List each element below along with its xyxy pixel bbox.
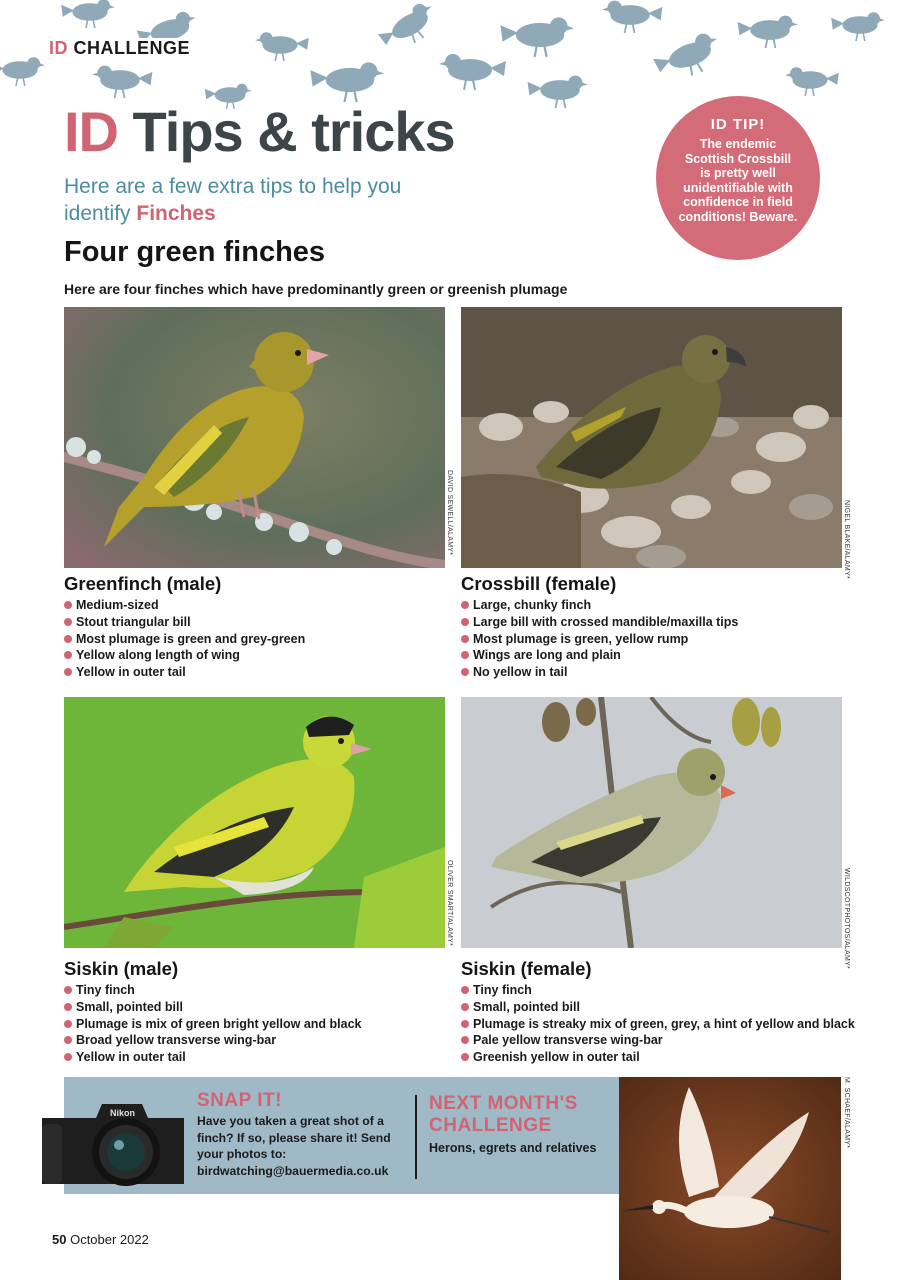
bird-name: Siskin (female) xyxy=(461,958,592,979)
intro-text xyxy=(64,173,444,227)
issue-date: October 2022 xyxy=(66,1232,149,1247)
id-tip-title: ID TIP! xyxy=(710,116,766,133)
section-heading: Four green finches xyxy=(64,236,326,268)
trait-item: Broad yellow transverse wing-bar xyxy=(64,1032,464,1049)
bird-entry-crossbill xyxy=(461,573,861,681)
photo-credit-greenfinch: DAVID SEWELL/ALAMY* xyxy=(446,470,453,556)
trait-item: Large, chunky finch xyxy=(461,597,861,614)
bird-name: Crossbill (female) xyxy=(461,573,617,594)
egret-photo xyxy=(619,1077,841,1280)
trait-item: Large bill with crossed mandible/maxilla tips xyxy=(461,614,861,631)
bird-name: Siskin (male) xyxy=(64,958,179,979)
trait-item: Pale yellow transverse wing-bar xyxy=(461,1032,861,1049)
intro-text-body: Here are a few extra tips to help you identify xyxy=(64,175,402,225)
trait-list xyxy=(64,982,464,1066)
section-label xyxy=(46,38,193,59)
siskin-female-photo xyxy=(461,697,842,958)
section-label-accent: ID xyxy=(49,38,68,58)
photo-credit-siskin-female: WILDSCOTPHOTOS/ALAMY* xyxy=(843,868,850,970)
bird-entry-siskin-male xyxy=(64,958,464,1066)
next-challenge-title: NEXT MONTH'S CHALLENGE xyxy=(429,1093,578,1136)
trait-item: Most plumage is green, yellow rump xyxy=(461,631,861,648)
section-label-text: CHALLENGE xyxy=(68,38,190,58)
id-tip-body: The endemic Scottish Crossbill is pretty well unidentifiable with confidence in field conditions! Beware. xyxy=(678,137,798,224)
trait-list xyxy=(461,597,861,681)
page-title xyxy=(64,100,455,164)
snap-it-title: SNAP IT! xyxy=(197,1090,282,1111)
trait-list xyxy=(64,597,464,681)
trait-item: Small, pointed bill xyxy=(461,999,861,1016)
greenfinch-photo xyxy=(64,307,445,568)
section-description: Here are four finches which have predominantly green or greenish plumage xyxy=(64,281,568,297)
trait-item: Greenish yellow in outer tail xyxy=(461,1049,861,1066)
crossbill-photo xyxy=(461,307,842,568)
page-title-accent: ID xyxy=(64,100,118,163)
trait-item: Most plumage is green and grey-green xyxy=(64,631,464,648)
bird-name: Greenfinch (male) xyxy=(64,573,222,594)
trait-item: Small, pointed bill xyxy=(64,999,464,1016)
trait-list xyxy=(461,982,861,1066)
id-tip-circle xyxy=(656,96,820,260)
trait-item: Tiny finch xyxy=(461,982,861,999)
photo-credit-siskin-male: OLIVER SMART/ALAMY* xyxy=(446,860,453,947)
bird-entry-greenfinch xyxy=(64,573,464,681)
band-divider xyxy=(415,1095,417,1179)
trait-item: No yellow in tail xyxy=(461,664,861,681)
trait-item: Stout triangular bill xyxy=(64,614,464,631)
photo-credit-crossbill: NIGEL BLAKE/ALAMY* xyxy=(843,500,850,580)
trait-item: Medium-sized xyxy=(64,597,464,614)
siskin-male-photo xyxy=(64,697,445,958)
trait-item: Yellow in outer tail xyxy=(64,1049,464,1066)
page-number: 50 xyxy=(52,1232,67,1247)
trait-item: Plumage is mix of green bright yellow and black xyxy=(64,1016,464,1033)
page-folio xyxy=(52,1232,149,1247)
camera-brand-label: Nikon xyxy=(110,1108,136,1118)
trait-item: Yellow in outer tail xyxy=(64,664,464,681)
trait-item: Tiny finch xyxy=(64,982,464,999)
bird-entry-siskin-female xyxy=(461,958,861,1066)
trait-item: Plumage is streaky mix of green, grey, a hint of yellow and black xyxy=(461,1016,861,1033)
snap-it-body: Have you taken a great shot of a finch? If so, please share it! Send your photos to: birdwatching@bauermedia.co.uk xyxy=(197,1114,391,1178)
next-challenge-body: Herons, egrets and relatives xyxy=(429,1141,597,1155)
photo-credit-egret: M. SCHAEF/ALAMY* xyxy=(843,1077,850,1149)
trait-item: Wings are long and plain xyxy=(461,647,861,664)
page-title-text: Tips & tricks xyxy=(118,100,455,163)
trait-item: Yellow along length of wing xyxy=(64,647,464,664)
intro-highlight: Finches xyxy=(136,202,216,225)
camera-illustration xyxy=(38,1090,188,1190)
